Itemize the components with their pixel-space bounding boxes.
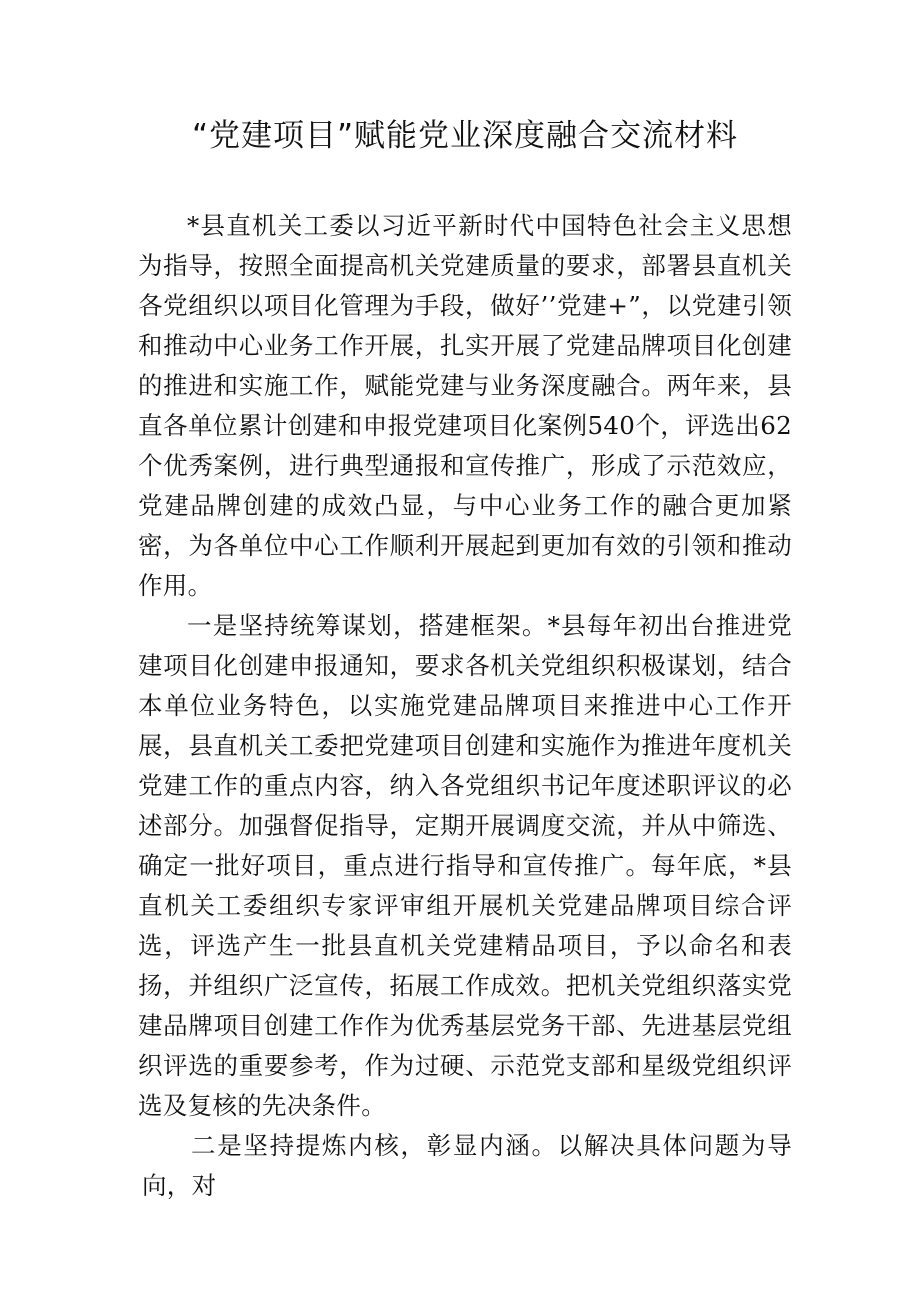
paragraph-section-one: 一是坚持统筹谋划，搭建框架。*县每年初出台推进党建项目化创建申报通知，要求各机关党组织积极谋划，结合本单位业务特色，以实施党建品牌项目来推进中心工作开展，县直机关工委把党建项目创建和实施作为推进年度机关党建工作的重点内容，纳入各党组织书记年度述职评议的必述部分。加强督促指导，定期开展调度交流，并从中筛选、确定一批好项目，重点进行指导和宣传推广。每年底，*县直机关工委组织专家评审组开展机关党建品牌项目综合评选，评选产生一批县直机关党建精品项目，予以命名和表扬，并组织广泛宣传，拓展工作成效。把机关党组织落实党建品牌项目创建工作作为优秀基层党务干部、先进基层党组织评选的重要参考，作为过硬、示范党支部和星级党组织评选及复核的先决条件。 [138, 611, 792, 1120]
paragraph-intro: *县直机关工委以习近平新时代中国特色社会主义思想为指导，按照全面提高机关党建质量的要求，部署县直机关各党组织以项目化管理为手段，做好’’党建+”，以党建引领和推动中心业务工作开展，扎实开展了党建品牌项目化创建的推进和实施工作，赋能党建与业务深度融合。两年来，县直各单位累计创建和申报党建项目化案例540个，评选出62个优秀案例，进行典型通报和宣传推广，形成了示范效应，党建品牌创建的成效凸显，与中心业务工作的融合更加紧密，为各单位中心工作顺利开展起到更加有效的引领和推动作用。 [138, 211, 792, 600]
document-body [138, 206, 792, 1206]
paragraph-section-two: 二是坚持提炼内核，彰显内涵。以解决具体问题为导向，对 [142, 1131, 792, 1200]
document-title: “党建项目”赋能党业深度融合交流材料 [191, 118, 739, 154]
